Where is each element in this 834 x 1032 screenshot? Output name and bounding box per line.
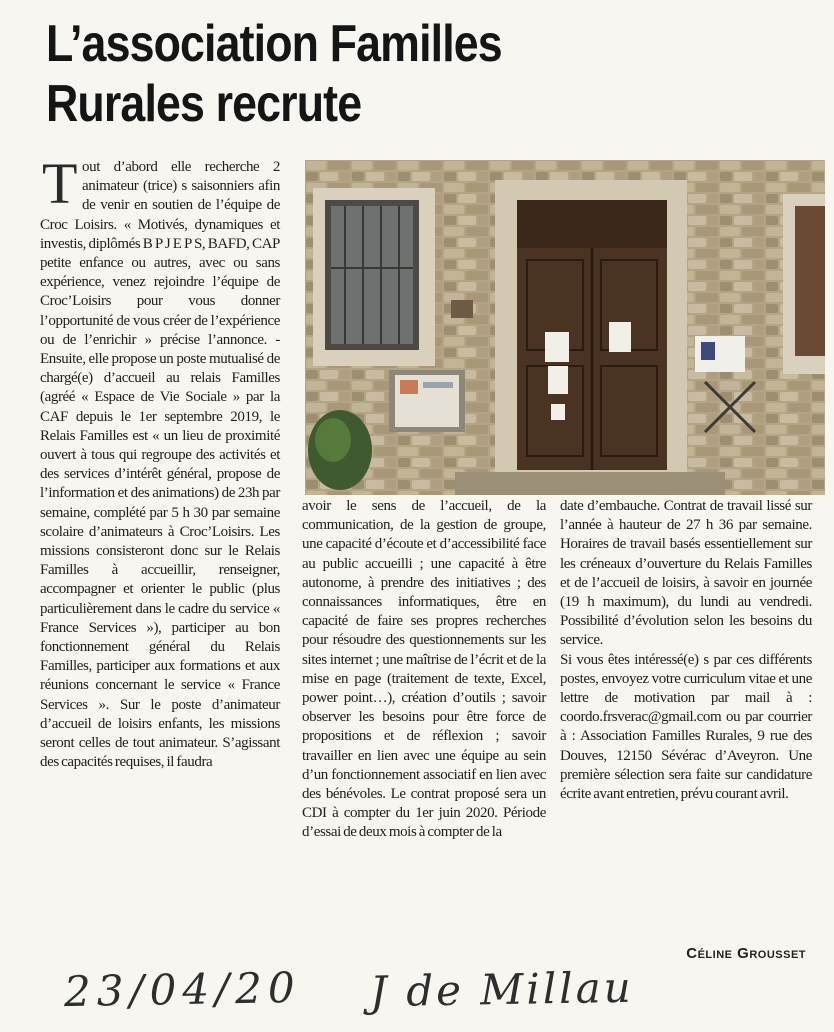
headline-line-2: Rurales recrute [46,75,362,133]
article-column-2 [302,497,546,843]
column-3-paragraph-2: Si vous êtes intéressé(e) s par ces différents postes, envoyez votre curriculum vitae et une lettre de motivation par mail à : coordo.frsverac@gmail.com ou par courrier à : Association Familles Rurales, 9 rue des Douves, 12150 Sévérac d’Aveyron. Une première sélection sera faite sur candidature écrite avant entretien, prévu courant avril. [560,651,812,803]
headline-line-1: L’association Familles [46,15,502,73]
column-2-text: avoir le sens de l’accueil, de la communication, de la gestion de groupe, une capacité d’écoute et d’accessibilité face au public accueilli ; une capacité à être autonome, à prendre des initiatives ; des connaissances informatiques, être en capacité de faire ses propres recherches pour résoudre des questionnements sur les sites internet ; une maîtrise de l’écrit et de la mise en page (traitement de texte, Excel, power point…), création d’outils ; savoir observer les besoins pour être force de propositions et de réflexion ; savoir travailler en lien avec une équipe au sein d’un fonctionnement associatif en lien avec des bénévoles. Le contrat proposé sera un CDI à compter du 1er juin 2020. Période d’essai de deux mois à compter de la [302,498,546,841]
article-photo [305,160,825,495]
drop-cap: T [42,151,78,216]
handwritten-source: J de Millau [369,962,635,1017]
article-column-1 [40,151,280,773]
handwritten-date: 23/04/20 [63,962,302,1017]
article-headline [46,14,717,134]
column-1-paragraph [40,151,280,773]
article-column-3 [560,497,812,804]
column-3-paragraph-1: date d’embauche. Contrat de travail lissé sur l’année à hauteur de 27 h 36 par semaine. Horaires de travail basés essentiellement sur les créneaux d’ouverture du Relais Familles et de l’accueil de loisirs, à savoir en journée (19 h maximum), du lundi au vendredi. Possibilité d’évolution selon les besoins du service. [560,498,812,649]
author-byline: Céline Grousset [686,945,806,962]
column-1-text: out d’abord elle recherche 2 animateur (trice) s saisonniers afin de venir en soutien de l’équipe de Croc Loisirs. « Motivés, dynamiques et investis, diplômés B P J E P S, BAFD, CAP petite enfance ou autres, avec ou sans expérience, venez rejoindre l’équipe de Croc’Loisirs pour vous donner l’opportunité de vous créer de l’expérience ou de l’enrichir » précise l’annonce. - Ensuite, elle propose un poste mutualisé de chargé(e) d’accueil au relais Familles (agréé « Espace de Vie Sociale » par la CAF depuis le 1er septembre 2019, le Relais Familles est « un lieu de proximité ouvert à tous qui regroupe des activités et des services d’intérêt général, propose de l’information et des animations) de 23h par semaine, complété par 5 h 30 par semaine scolaire d’animateurs à Croc’Loisirs. Les missions consisteront donc sur le Relais Familles à accueillir, renseigner, accompagner et orienter le public (plus particulièrement dans le cadre du service « France Services »), participer au bon fonctionnement général du Relais Familles, participer aux formations et aux réunions concernant le service « France Services ». Sur le poste d’animateur d’accueil de loisirs enfants, les missions seront celles de tout animateur. S’agissant des capacités requises, il faudra [40,159,280,771]
